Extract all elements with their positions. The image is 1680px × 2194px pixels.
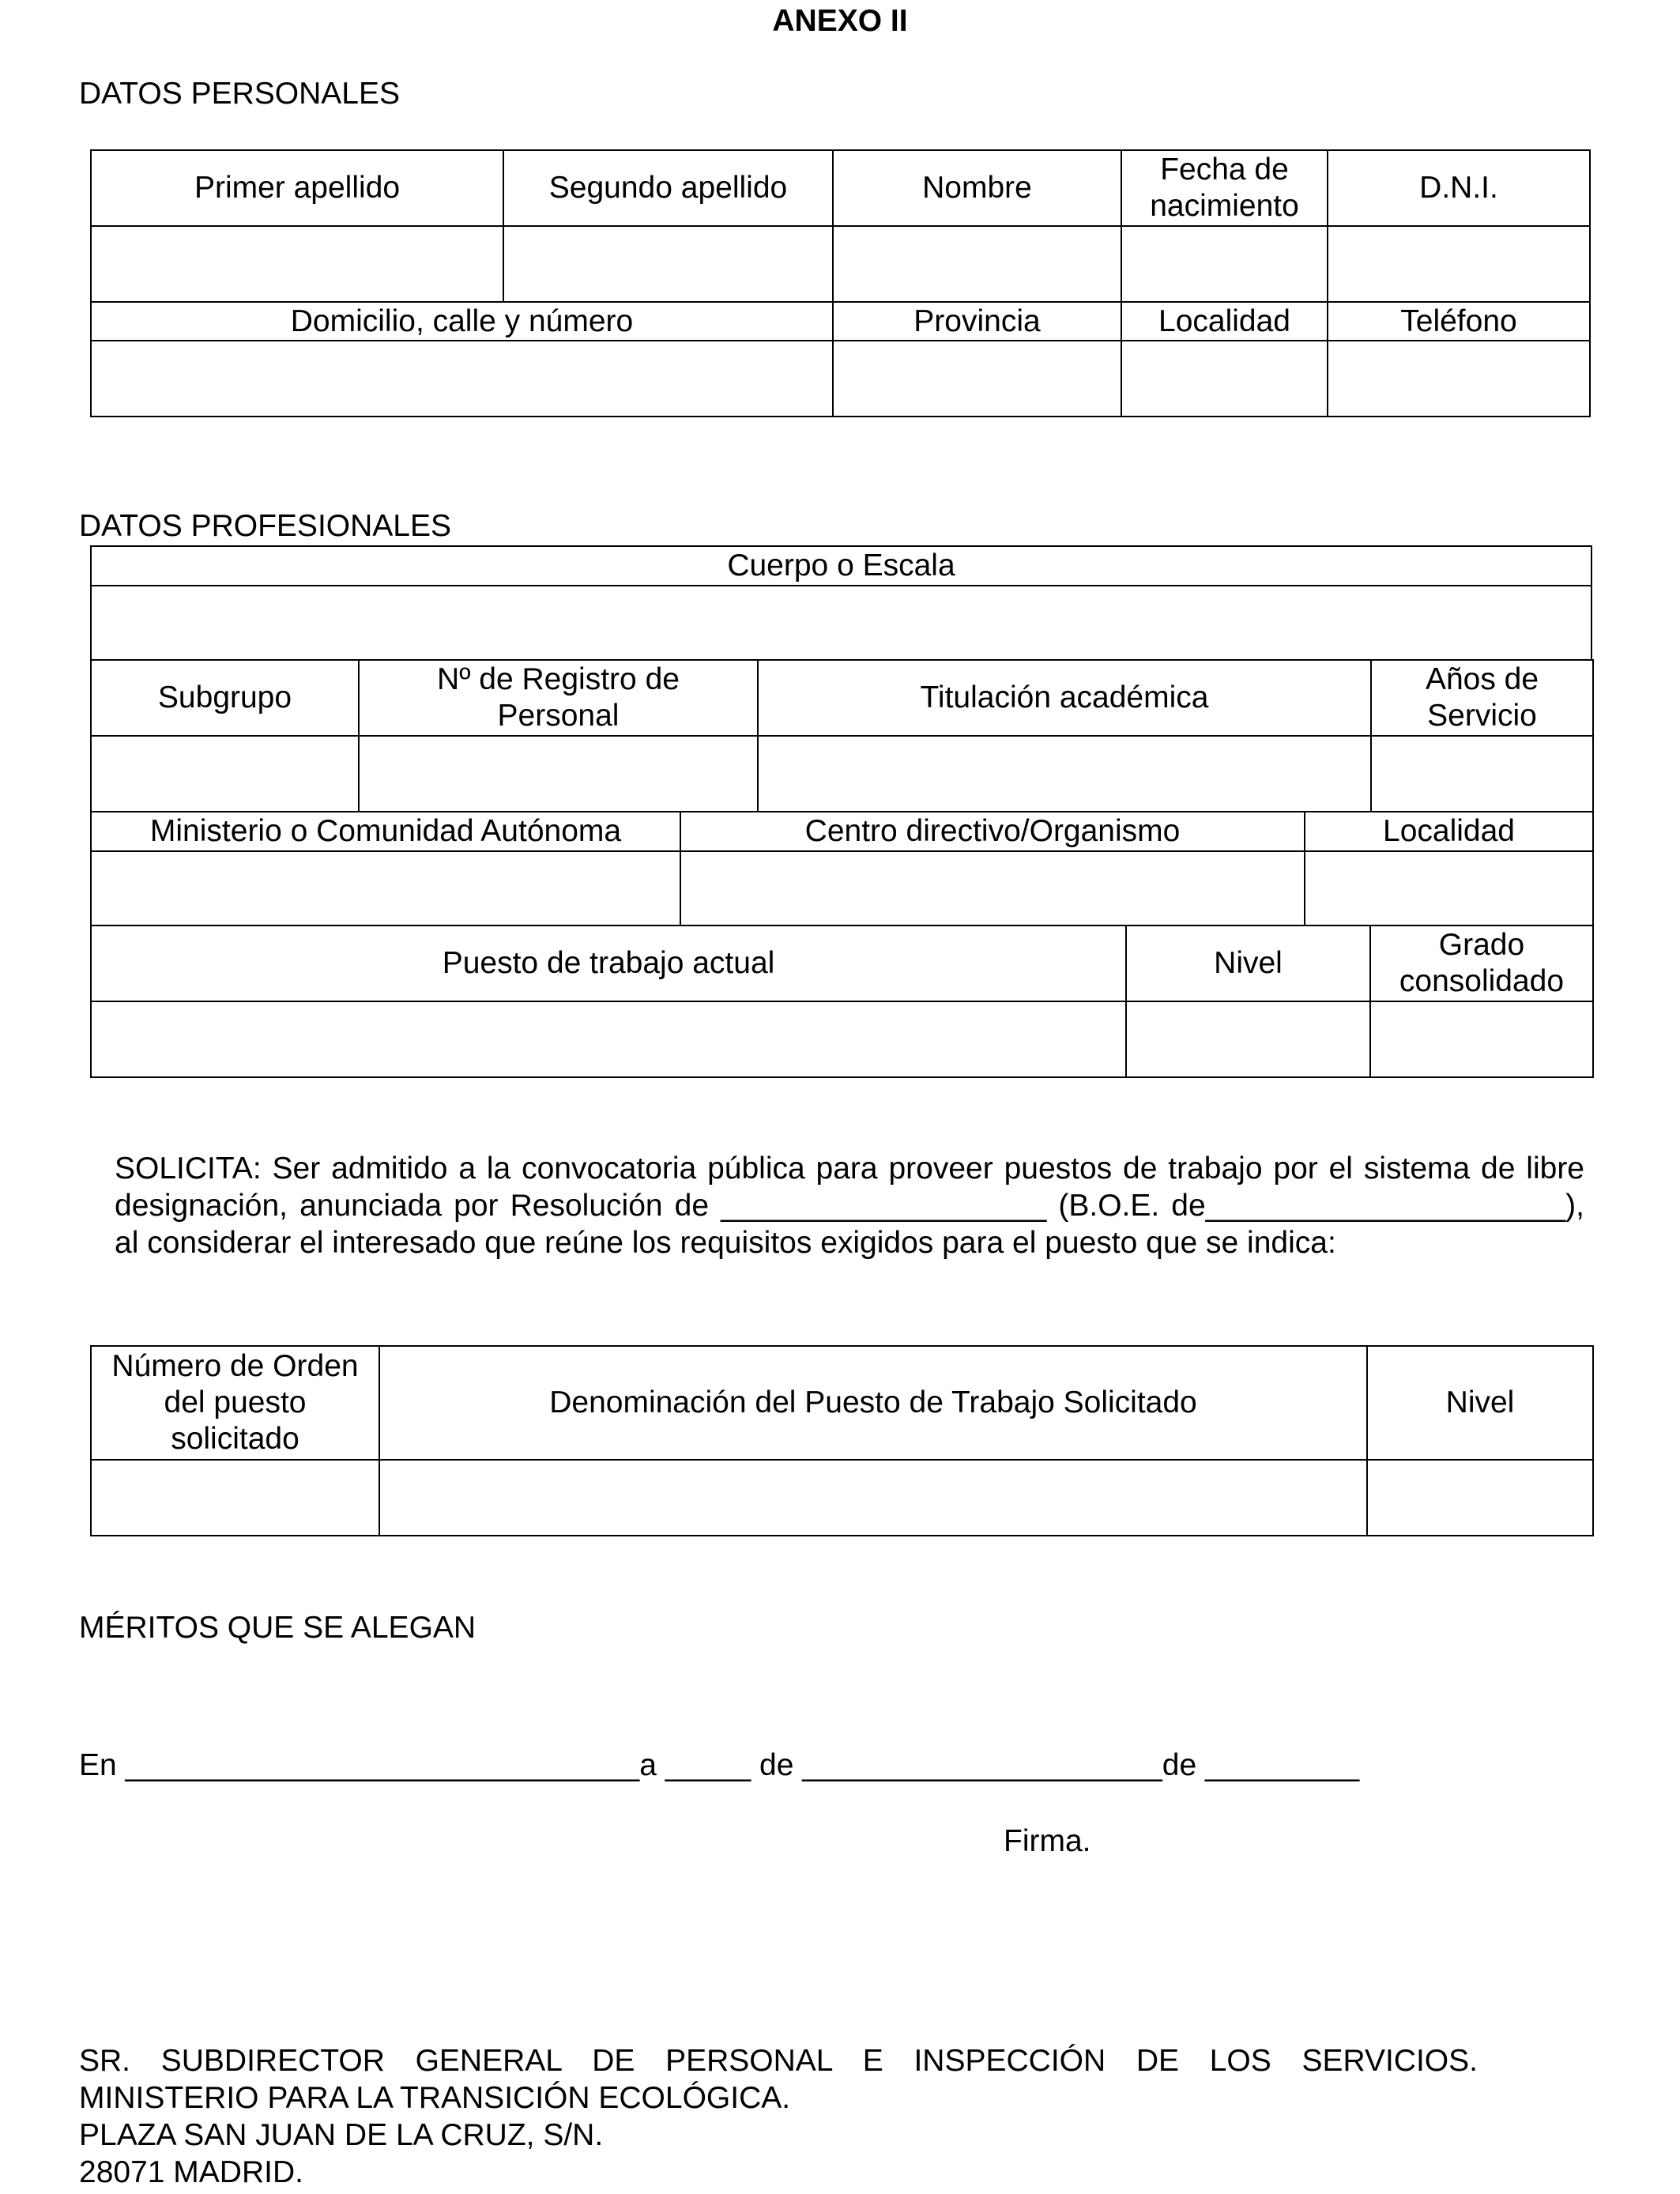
puesto-solicitado-table — [90, 1345, 1594, 1536]
place-date-line: En ______________________________a _____ de _____________________de _________ — [79, 1748, 1360, 1782]
header-domicilio: Domicilio, calle y número — [91, 302, 833, 341]
field-registro-personal[interactable] — [359, 736, 758, 812]
field-titulacion[interactable] — [758, 736, 1371, 812]
document-title: ANEXO II — [772, 4, 908, 38]
field-localidad-profesional[interactable] — [1305, 851, 1593, 925]
field-denominacion-puesto[interactable] — [379, 1460, 1367, 1536]
field-ministerio[interactable] — [91, 851, 680, 925]
field-subgrupo[interactable] — [91, 736, 359, 812]
field-provincia[interactable] — [833, 341, 1121, 417]
header-centro-directivo: Centro directivo/Organismo — [680, 812, 1305, 851]
header-registro-personal: Nº de Registro de Personal — [359, 660, 758, 736]
recipient-line-2: MINISTERIO PARA LA TRANSICIÓN ECOLÓGICA. — [79, 2081, 791, 2115]
cuerpo-table — [90, 545, 1592, 661]
header-fecha-nacimiento: Fecha de nacimiento — [1121, 150, 1328, 226]
personal-data-heading: DATOS PERSONALES — [79, 77, 401, 111]
field-cuerpo-escala[interactable] — [91, 586, 1591, 660]
recipient-line-1: SR. SUBDIRECTOR GENERAL DE PERSONAL E INSPECCIÓN DE LOS SERVICIOS. — [79, 2044, 1478, 2078]
field-primer-apellido[interactable] — [91, 226, 503, 302]
field-nivel-solicitado[interactable] — [1367, 1460, 1593, 1536]
field-localidad[interactable] — [1121, 341, 1328, 417]
header-dni: D.N.I. — [1328, 150, 1590, 226]
puesto-actual-table — [90, 925, 1594, 1078]
header-localidad: Localidad — [1121, 302, 1328, 341]
recipient-line-4: 28071 MADRID. — [79, 2155, 303, 2189]
field-segundo-apellido[interactable] — [503, 226, 833, 302]
field-anos-servicio[interactable] — [1371, 736, 1593, 812]
subgrupo-table — [90, 659, 1594, 812]
header-puesto-actual: Puesto de trabajo actual — [91, 925, 1126, 1001]
recipient-line-3: PLAZA SAN JUAN DE LA CRUZ, S/N. — [79, 2118, 604, 2152]
personal-data-table — [90, 149, 1591, 417]
meritos-heading: MÉRITOS QUE SE ALEGAN — [79, 1611, 477, 1645]
solicita-paragraph: SOLICITA: Ser admitido a la convocatoria pública para proveer puestos de trabajo por el sistema de libre designación, anunciada por Resolución de ___________________ (B.O.E. de_____________________), al considerar el interesado que reúne los requisitos exigidos para el puesto que se indica: — [115, 1152, 1584, 1260]
header-telefono: Teléfono — [1328, 302, 1590, 341]
professional-data-heading: DATOS PROFESIONALES — [79, 509, 452, 543]
header-nivel-actual: Nivel — [1126, 925, 1370, 1001]
field-nivel-actual[interactable] — [1126, 1001, 1370, 1077]
field-nombre[interactable] — [833, 226, 1121, 302]
field-centro-directivo[interactable] — [680, 851, 1305, 925]
field-dni[interactable] — [1328, 226, 1590, 302]
header-anos-servicio: Años de Servicio — [1371, 660, 1593, 736]
field-puesto-actual[interactable] — [91, 1001, 1126, 1077]
header-titulacion: Titulación académica — [758, 660, 1371, 736]
field-fecha-nacimiento[interactable] — [1121, 226, 1328, 302]
header-grado-consolidado: Grado consolidado — [1370, 925, 1593, 1001]
header-cuerpo-escala: Cuerpo o Escala — [91, 546, 1591, 586]
field-numero-orden[interactable] — [91, 1460, 379, 1536]
header-provincia: Provincia — [833, 302, 1121, 341]
header-subgrupo: Subgrupo — [91, 660, 359, 736]
signature-label: Firma. — [1004, 1824, 1091, 1858]
ministerio-table — [90, 811, 1594, 926]
header-ministerio: Ministerio o Comunidad Autónoma — [91, 812, 680, 851]
field-grado-consolidado[interactable] — [1370, 1001, 1593, 1077]
field-telefono[interactable] — [1328, 341, 1590, 417]
header-segundo-apellido: Segundo apellido — [503, 150, 833, 226]
field-domicilio[interactable] — [91, 341, 833, 417]
header-nivel-solicitado: Nivel — [1367, 1346, 1593, 1460]
header-denominacion-puesto: Denominación del Puesto de Trabajo Solicitado — [379, 1346, 1367, 1460]
header-localidad-profesional: Localidad — [1305, 812, 1593, 851]
header-primer-apellido: Primer apellido — [91, 150, 503, 226]
header-nombre: Nombre — [833, 150, 1121, 226]
header-numero-orden: Número de Orden del puesto solicitado — [91, 1346, 379, 1460]
